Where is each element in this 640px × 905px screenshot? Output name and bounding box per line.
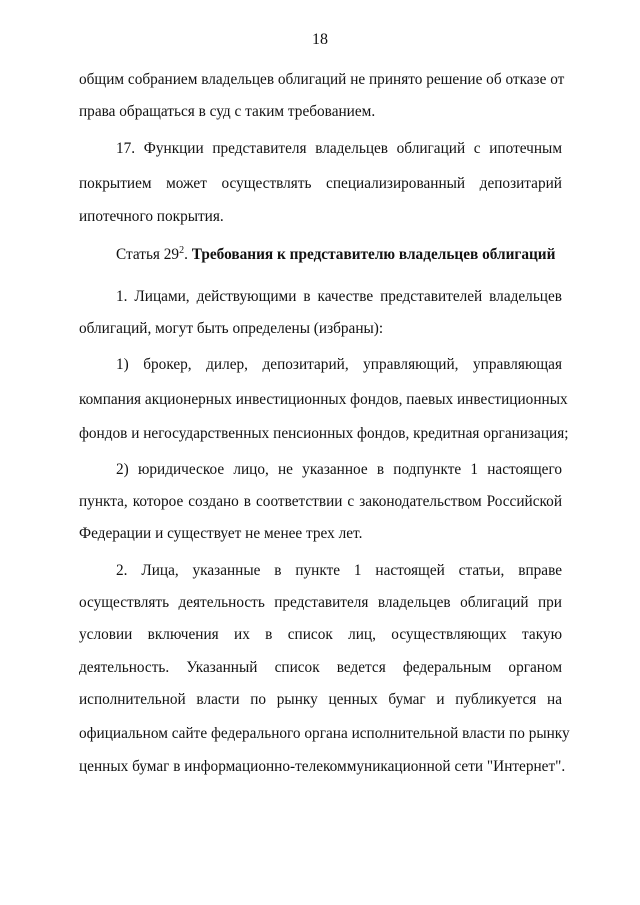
paragraph-line: покрытием может осуществлять специализированный депозитарий [79, 175, 562, 192]
paragraph-line: 1) брокер, дилер, депозитарий, управляющий, управляющая [116, 356, 562, 373]
paragraph-line: 17. Функции представителя владельцев облигаций с ипотечным [116, 140, 562, 157]
paragraph-line: 1. Лицами, действующими в качестве представителей владельцев [116, 288, 562, 305]
paragraph-line: ценных бумаг в информационно-телекоммуникационной сети "Интернет". [79, 758, 566, 775]
paragraph-line: исполнительной власти по рынку ценных бумаг и публикуется на [79, 691, 562, 708]
paragraph-line: 2) юридическое лицо, не указанное в подпункте 1 настоящего [116, 461, 562, 478]
article-number: Статья 29 [116, 246, 180, 263]
paragraph-line: пункта, которое создано в соответствии с законодательством Российской [79, 493, 562, 510]
paragraph-line: ипотечного покрытия. [79, 208, 224, 225]
paragraph-line: фондов и негосударственных пенсионных фондов, кредитная организация; [79, 425, 569, 442]
article-separator: . [184, 246, 188, 263]
paragraph-line: официальном сайте федерального органа исполнительной власти по рынку [79, 725, 570, 742]
paragraph-line: облигаций, могут быть определены (избраны): [79, 320, 384, 337]
article-heading [116, 245, 566, 265]
page-number: 18 [312, 31, 328, 48]
article-title: Требования к представителю владельцев облигаций [191, 246, 556, 263]
paragraph-line: компания акционерных инвестиционных фондов, паевых инвестиционных [79, 391, 568, 408]
paragraph-line: 2. Лица, указанные в пункте 1 настоящей статьи, вправе [116, 562, 562, 579]
paragraph-line: осуществлять деятельность представителя владельцев облигаций при [79, 594, 562, 611]
paragraph-line: условии включения их в список лиц, осуществляющих такую [79, 626, 562, 643]
paragraph-line: общим собранием владельцев облигаций не принято решение об отказе от [79, 71, 565, 88]
paragraph-line: права обращаться в суд с таким требованием. [79, 103, 376, 120]
paragraph-line: деятельность. Указанный список ведется федеральным органом [79, 659, 562, 676]
paragraph-line: Федерации и существует не менее трех лет. [79, 525, 363, 542]
article-number-superscript: 2 [179, 245, 185, 256]
